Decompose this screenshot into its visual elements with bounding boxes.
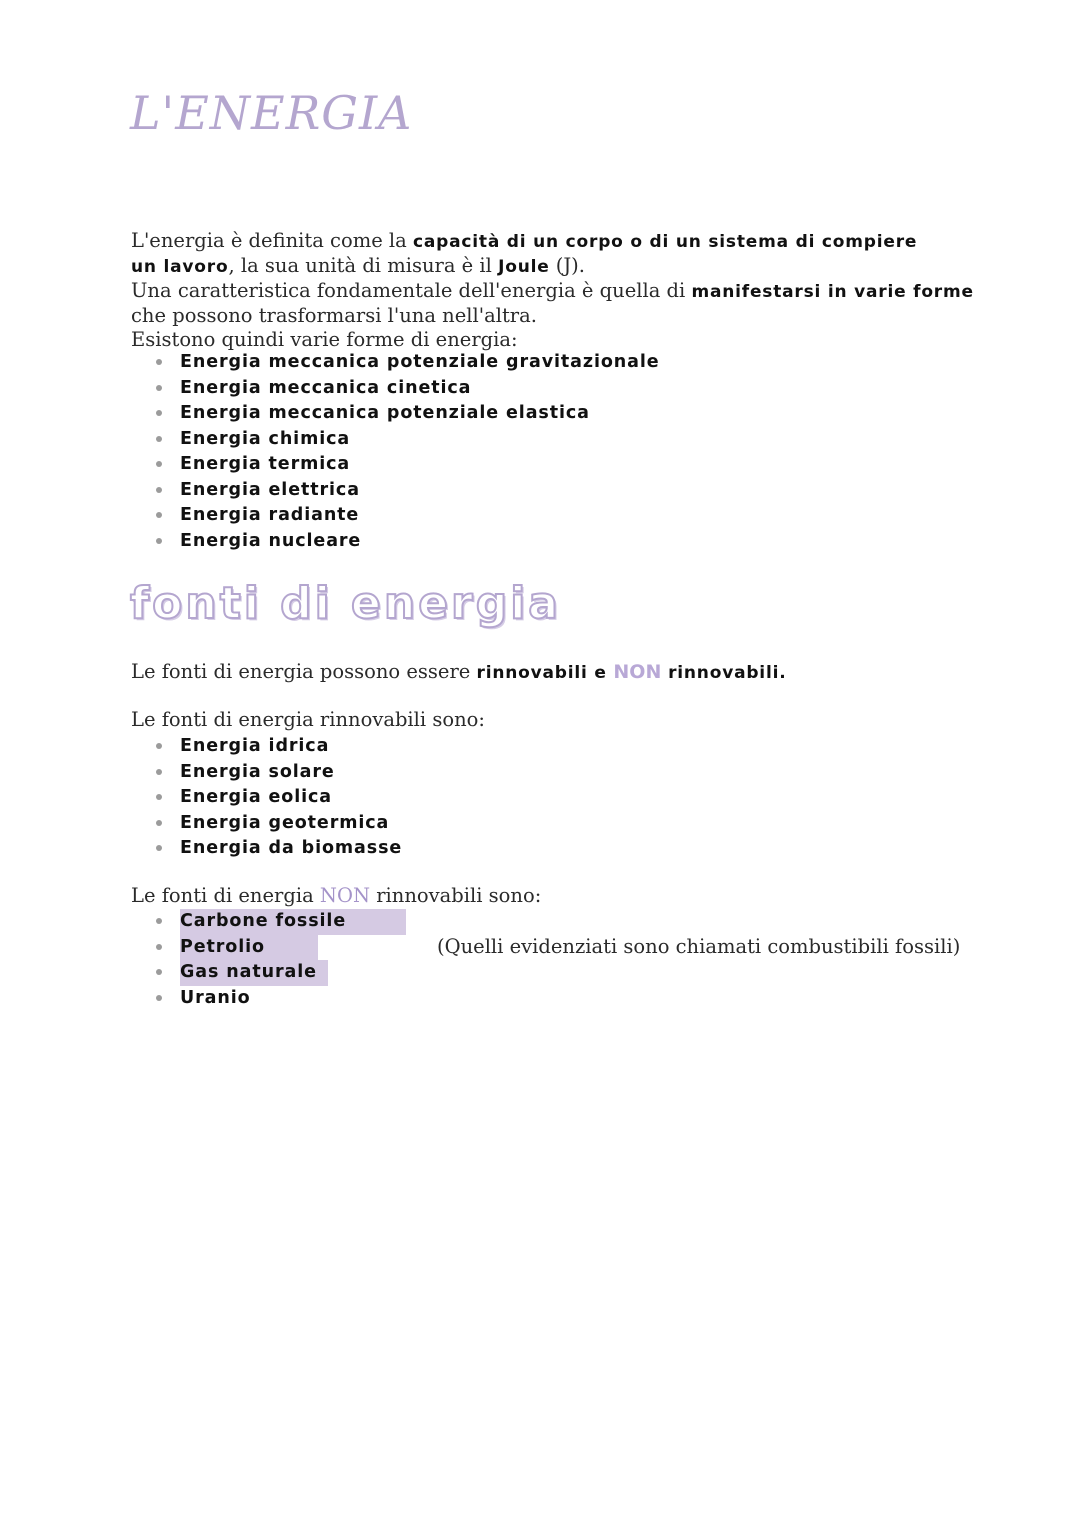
renewable-list: [156, 733, 402, 861]
list-item: Energia meccanica cinetica: [156, 375, 660, 401]
highlighted-item: Petrolio: [180, 935, 318, 961]
bullet-icon: [156, 969, 162, 975]
sources-intro-highlight: rinnovabili.: [661, 663, 787, 683]
list-item: Energia radiante: [156, 502, 660, 528]
highlighted-item: Carbone fossile: [180, 909, 406, 935]
intro-highlight: manifestarsi in varie forme: [691, 282, 974, 302]
sources-intro-text: Le fonti di energia possono essere: [131, 660, 477, 683]
list-item: Energia meccanica potenziale elastica: [156, 400, 660, 426]
sources-intro-highlight: rinnovabili e: [476, 663, 614, 683]
intro-highlight: Joule: [498, 257, 550, 277]
intro-line-1: [131, 229, 991, 254]
bullet-icon: [156, 820, 162, 826]
intro-highlight: un lavoro: [131, 257, 229, 277]
sources-intro-non: NON: [613, 661, 662, 683]
section-title-sources: fonti di energia: [130, 578, 562, 629]
bullet-icon: [156, 410, 162, 416]
list-item: Energia meccanica potenziale gravitazionale: [156, 349, 660, 375]
intro-line-4: che possono trasformarsi l'una nell'altra.: [131, 304, 537, 327]
intro-line-3: [131, 279, 991, 304]
intro-text: L'energia è definita come la: [131, 229, 413, 252]
intro-line-2: [131, 254, 991, 279]
bullet-icon: [156, 385, 162, 391]
bullet-icon: [156, 769, 162, 775]
intro-paragraph: [131, 229, 991, 352]
list-item: Energia da biomasse: [156, 835, 402, 861]
fossil-note: (Quelli evidenziati sono chiamati combustibili fossili): [437, 935, 961, 958]
bullet-icon: [156, 944, 162, 950]
intro-text: Una caratteristica fondamentale dell'energia è quella di: [131, 279, 692, 302]
list-item: [156, 908, 406, 934]
intro-highlight: capacità di un corpo o di un sistema di compiere: [413, 232, 918, 252]
renewable-intro: Le fonti di energia rinnovabili sono:: [131, 708, 485, 731]
bullet-icon: [156, 538, 162, 544]
intro-text: (J).: [549, 254, 585, 277]
bullet-icon: [156, 512, 162, 518]
sources-intro: [131, 660, 991, 685]
bullet-icon: [156, 743, 162, 749]
intro-text: , la sua unità di misura è il: [228, 254, 499, 277]
bullet-icon: [156, 995, 162, 1001]
bullet-icon: [156, 845, 162, 851]
bullet-icon: [156, 487, 162, 493]
nonrenewable-intro-non: NON: [319, 884, 371, 907]
list-item: [156, 959, 406, 985]
intro-line-5: Esistono quindi varie forme di energia:: [131, 328, 518, 351]
list-item: Energia idrica: [156, 733, 402, 759]
list-item: Energia eolica: [156, 784, 402, 810]
bullet-icon: [156, 918, 162, 924]
bullet-icon: [156, 436, 162, 442]
list-item: Energia geotermica: [156, 810, 402, 836]
bullet-icon: [156, 461, 162, 467]
energy-forms-list: [156, 349, 660, 553]
list-item: [156, 934, 406, 960]
bullet-icon: [156, 359, 162, 365]
nonrenewable-list: [156, 908, 406, 1010]
list-item: Energia termica: [156, 451, 660, 477]
highlighted-item: Gas naturale: [180, 960, 328, 986]
list-item: Uranio: [156, 985, 406, 1011]
nonrenewable-intro: [131, 884, 991, 908]
list-item: Energia elettrica: [156, 477, 660, 503]
list-item: Energia solare: [156, 759, 402, 785]
nonrenewable-intro-text: Le fonti di energia: [131, 884, 320, 907]
bullet-icon: [156, 794, 162, 800]
nonrenewable-intro-text: rinnovabili sono:: [370, 884, 542, 907]
list-item: Energia nucleare: [156, 528, 660, 554]
list-item: Energia chimica: [156, 426, 660, 452]
page-title: L'ENERGIA: [130, 86, 413, 140]
